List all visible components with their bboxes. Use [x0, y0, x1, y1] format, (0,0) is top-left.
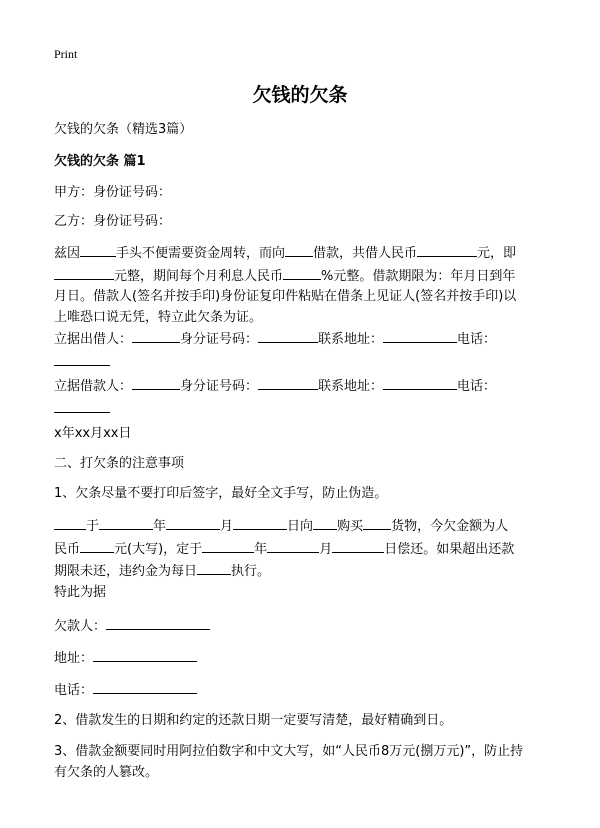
blank-line: [285, 242, 313, 257]
phone-signature-line: [54, 679, 552, 701]
blank-line: [332, 538, 384, 553]
blank-line: [363, 515, 391, 530]
address-label: 联系地址：: [318, 379, 384, 394]
document-title: 欠钱的欠条: [252, 84, 348, 106]
note-1: 1、欠条尽量不要打印后签字，最好全文手写，防止伪造。: [54, 486, 388, 501]
note-2: 2、借款发生的日期和约定的还款日期一定要写清楚，最好精确到日。: [54, 713, 453, 728]
blank-line: [313, 515, 337, 530]
loan-paragraph-line-2: [54, 265, 552, 288]
text: 月: [319, 541, 333, 557]
lender-signature-row: [54, 328, 552, 373]
blank-line: [383, 375, 457, 390]
id-label: 身分证号码：: [180, 379, 259, 394]
blank-line: [93, 647, 197, 662]
text: 元(大写)，定于: [114, 541, 203, 557]
borrower-label: 立据借款人：: [54, 379, 133, 394]
text: 手头不便需要资金周转，而向: [116, 246, 286, 261]
blank-line: [80, 538, 114, 553]
debtor-label: 欠款人：: [54, 619, 107, 634]
party-a-line: 甲方：身份证号码：: [54, 185, 172, 200]
text: 购买: [337, 519, 364, 534]
purchase-paragraph: [54, 515, 552, 583]
phone-label: 电话：: [457, 332, 497, 347]
text: %元整。借款期限为：年月日到年: [321, 268, 516, 284]
document-subtitle: 欠钱的欠条（精选3篇）: [54, 122, 193, 137]
text: 日向: [287, 519, 314, 534]
loan-paragraph-line-3: 月日。借款人(签名并按手印)身份证复印件粘贴在借条上见证人(签名并按手印)以: [54, 289, 517, 304]
text: 月: [220, 519, 234, 534]
blank-line: [54, 515, 86, 530]
blank-line: [166, 515, 220, 530]
print-label[interactable]: Print: [54, 47, 78, 61]
purchase-paragraph-line-1: [54, 515, 552, 538]
text: 货物，今欠金额为人: [391, 519, 509, 534]
text: 期限未还，违约金为每日: [54, 564, 198, 579]
blank-line: [233, 515, 287, 530]
address-signature-line: [54, 647, 552, 669]
phone-label: 电话：: [457, 379, 497, 394]
special-note: 特此为据: [54, 585, 107, 600]
debtor-signature-line: [54, 615, 552, 637]
blank-line: [283, 265, 321, 280]
blank-line: [202, 538, 254, 553]
loan-paragraph: [54, 242, 552, 328]
blank-line: [54, 351, 110, 366]
note-3-line-2: 有欠条的人篡改。: [54, 764, 159, 780]
blank-line: [54, 398, 110, 413]
blank-line: [258, 375, 318, 390]
text: 元，即: [477, 246, 517, 261]
borrower-signature-row: [54, 375, 552, 420]
notes-heading: 二、打欠条的注意事项: [54, 456, 185, 471]
blank-line: [383, 328, 457, 343]
blank-line: [54, 265, 114, 280]
blank-line: [132, 375, 180, 390]
blank-line: [93, 679, 197, 694]
party-b-line: 乙方：身份证号码：: [54, 214, 172, 229]
blank-line: [417, 242, 477, 257]
id-label: 身分证号码：: [180, 332, 259, 347]
blank-line: [106, 615, 210, 630]
text: 年: [153, 519, 167, 534]
purchase-paragraph-line-2: [54, 538, 552, 561]
text: 执行。: [231, 564, 271, 579]
address-label: 联系地址：: [318, 332, 384, 347]
section-heading-1: 欠钱的欠条 篇1: [54, 154, 146, 169]
note-3-line-1: 3、借款金额要同时用阿拉伯数字和中文大写，如“人民币8万元(捌万元)”，防止持: [54, 744, 524, 759]
text: 元整，期间每个月利息人民币: [114, 268, 284, 284]
text: 于: [86, 519, 100, 534]
blank-line: [258, 328, 318, 343]
text: 兹因: [54, 246, 81, 261]
text: 日偿还。如果超出还款: [384, 541, 515, 557]
phone-label: 电话：: [54, 683, 94, 698]
blank-line: [99, 515, 153, 530]
purchase-paragraph-line-3: [54, 560, 552, 583]
text: 年: [254, 541, 268, 557]
blank-line: [197, 560, 231, 575]
text: 借款，共借人民币: [313, 246, 418, 261]
address-label: 地址：: [54, 651, 94, 666]
lender-label: 立据出借人：: [54, 332, 133, 347]
date-line: x年xx月xx日: [54, 426, 132, 441]
note-3: [54, 742, 552, 783]
blank-line: [267, 538, 319, 553]
blank-line: [80, 242, 116, 257]
text: 民币: [54, 541, 81, 557]
loan-paragraph-line-4: 上唯恐口说无凭，特立此欠条为证。: [54, 309, 263, 325]
blank-line: [132, 328, 180, 343]
loan-paragraph-line-1: [54, 242, 552, 265]
